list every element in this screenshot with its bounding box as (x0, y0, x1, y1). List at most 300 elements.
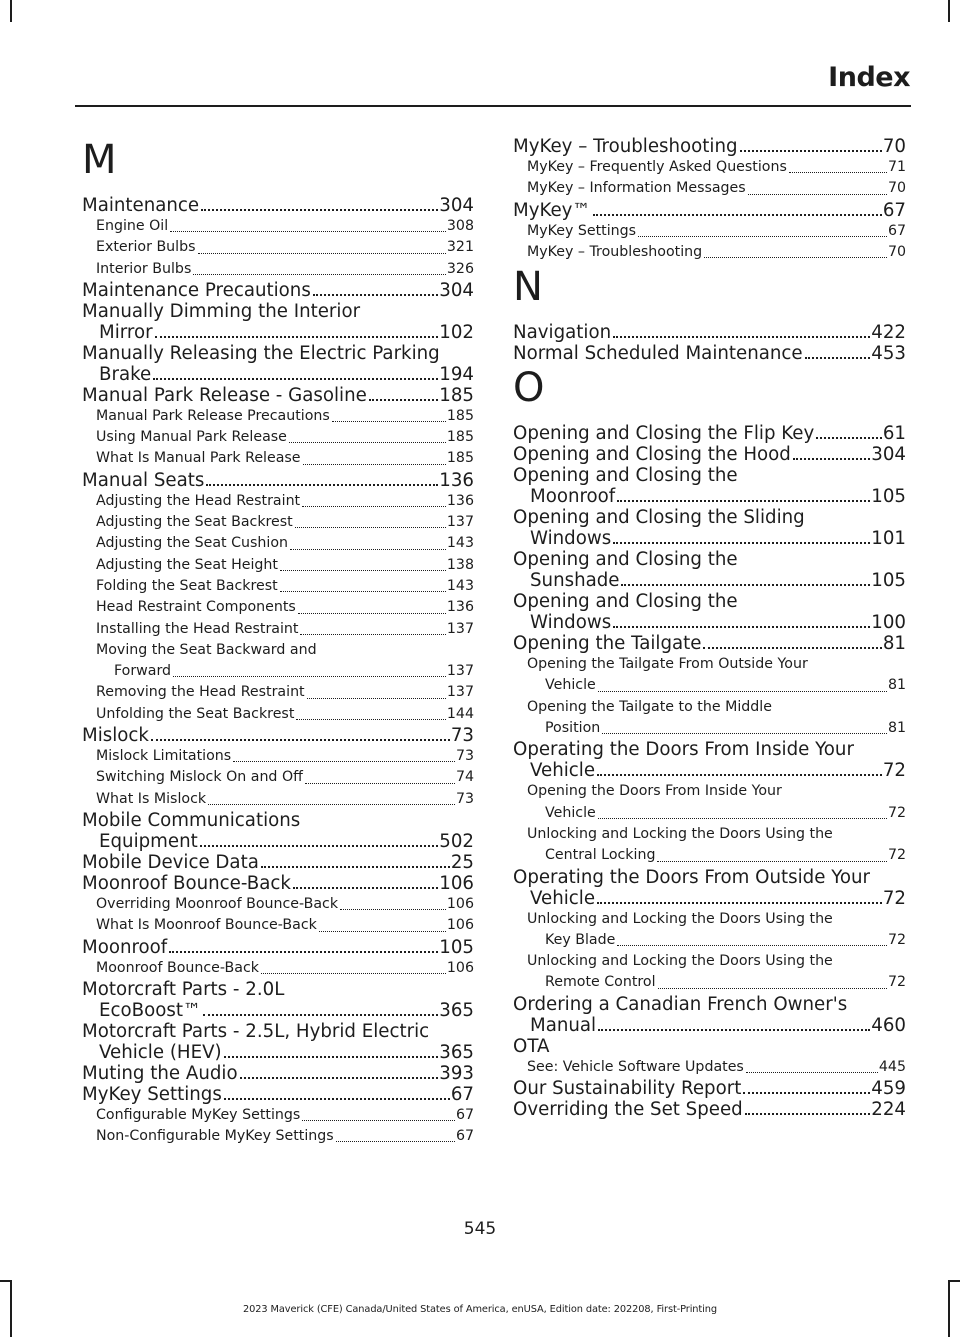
entry-title: Manually Dimming the Interior (82, 300, 361, 322)
dot-leader (597, 902, 882, 904)
index-entry[interactable] (82, 343, 474, 385)
index-subentry[interactable] (513, 157, 906, 178)
dot-leader (302, 1120, 455, 1121)
entry-title: Mobile Device Data (82, 851, 259, 873)
entry-title-cont: Moonroof (530, 486, 616, 508)
dot-leader (704, 257, 887, 258)
entry-title: See: Vehicle Software Updates (527, 1058, 744, 1075)
page-ref[interactable]: 67 (887, 222, 906, 239)
entry-line (82, 280, 474, 301)
index-entry[interactable] (513, 633, 906, 654)
index-entry[interactable] (513, 1036, 906, 1057)
entry-title: Mislock Limitations (96, 748, 232, 765)
entry-title: Maintenance (82, 195, 200, 216)
index-subentry[interactable] (82, 576, 474, 597)
entry-line (513, 221, 906, 242)
page-ref[interactable]: 72 (882, 760, 906, 782)
dot-leader (593, 214, 882, 216)
dot-leader (280, 591, 446, 592)
dot-leader (233, 761, 455, 762)
entry-title: Operating the Doors From Outside Your (513, 866, 871, 888)
entry-title: What Is Mislock (96, 790, 207, 807)
entry-title: Using Manual Park Release (96, 429, 287, 446)
entry-title: Opening and Closing the (513, 465, 738, 487)
dot-leader (621, 584, 870, 586)
page-ref[interactable]: 102 (439, 321, 474, 343)
entry-line (513, 242, 906, 263)
page-title: Index (828, 62, 910, 93)
page-ref[interactable]: 304 (439, 279, 474, 301)
entry-title: Interior Bulbs (96, 260, 192, 277)
dot-leader (280, 570, 446, 571)
entry-title-cont: Vehicle (530, 887, 596, 909)
page-ref[interactable]: 393 (439, 1062, 474, 1084)
index-subentry[interactable] (82, 427, 474, 448)
dot-leader (169, 951, 438, 953)
entry-title: Navigation (513, 322, 612, 344)
page-ref[interactable]: 70 (887, 180, 906, 197)
page-ref[interactable]: 67 (882, 199, 906, 221)
page-ref[interactable]: 74 (455, 769, 474, 786)
index-entry[interactable] (513, 549, 906, 591)
crop-mark (10, 0, 12, 22)
entry-line (513, 1057, 906, 1078)
dot-leader (290, 549, 446, 550)
page-ref[interactable]: 106 (446, 959, 474, 976)
dot-leader (613, 626, 870, 628)
index-entry[interactable] (82, 385, 474, 406)
entry-line (513, 322, 906, 343)
index-subentry[interactable] (513, 221, 906, 242)
page-ref[interactable]: 70 (887, 243, 906, 260)
index-subentry[interactable] (82, 1105, 474, 1126)
dot-leader (789, 172, 887, 173)
page-ref[interactable]: 106 (446, 917, 474, 934)
entry-line (82, 852, 474, 873)
entry-title: Opening the Tailgate to the Middle (527, 698, 772, 715)
entry-title: Moonroof Bounce-Back (96, 959, 259, 976)
entry-title: Mobile Communications (82, 809, 301, 831)
title-divider (75, 105, 911, 107)
index-entry[interactable] (82, 1084, 474, 1105)
index-entry[interactable] (513, 322, 906, 343)
entry-line (513, 845, 906, 866)
index-subentry[interactable] (82, 555, 474, 576)
page-ref[interactable]: 137 (446, 684, 474, 701)
entry-line (82, 322, 474, 343)
dot-leader (638, 236, 887, 237)
page-ref[interactable]: 70 (882, 136, 906, 157)
page-ref[interactable]: 67 (455, 1106, 474, 1123)
entry-line (513, 570, 906, 591)
dot-leader (745, 1113, 871, 1115)
page-ref[interactable]: 185 (446, 407, 474, 424)
page-ref[interactable]: 445 (878, 1058, 906, 1075)
entry-title: OTA (513, 1035, 550, 1057)
entry-title: Manually Releasing the Electric Parking (82, 342, 440, 364)
entry-title: Operating the Doors From Inside Your (513, 739, 854, 761)
entry-title: Unlocking and Locking the Doors Using the (527, 825, 833, 842)
page-ref[interactable]: 106 (439, 872, 474, 894)
entry-line (82, 958, 474, 979)
edition-footer: 2023 Maverick (CFE) Canada/United States of America, enUSA, Edition date: 202208, First-Printing (242, 1304, 718, 1315)
entry-line (82, 597, 474, 618)
section-letter: M (82, 137, 117, 183)
entry-line (513, 343, 906, 364)
entry-line (82, 576, 474, 597)
index-entry[interactable] (82, 937, 474, 958)
page-ref[interactable]: 137 (446, 514, 474, 531)
page-ref[interactable]: 422 (871, 322, 906, 344)
entry-line (513, 760, 906, 781)
dot-leader (805, 357, 871, 359)
page-ref[interactable]: 81 (882, 633, 906, 655)
dot-leader (240, 1077, 439, 1079)
page-ref[interactable]: 185 (446, 429, 474, 446)
dot-leader (298, 613, 446, 614)
entry-line (82, 894, 474, 915)
index-entry[interactable] (513, 200, 906, 221)
entry-line (82, 491, 474, 512)
dot-leader (602, 733, 887, 734)
entry-title: Adjusting the Seat Backrest (96, 514, 293, 531)
dot-leader (295, 527, 446, 528)
page-ref[interactable]: 25 (450, 851, 474, 873)
dot-leader (155, 336, 439, 338)
page-ref[interactable]: 185 (439, 384, 474, 406)
entry-line (82, 704, 474, 725)
entry-line (513, 1099, 906, 1120)
index-subentry[interactable] (513, 909, 906, 952)
entry-title: Muting the Audio (82, 1062, 238, 1084)
crop-mark (948, 1280, 960, 1282)
index-subentry[interactable] (82, 216, 474, 237)
entry-line (513, 444, 906, 465)
index-subentry[interactable] (82, 597, 474, 618)
page-ref[interactable]: 136 (446, 492, 474, 509)
entry-title: Manual Park Release - Gasoline (82, 384, 367, 406)
entry-title: Opening the Doors From Inside Your (527, 783, 782, 800)
page-ref[interactable]: 61 (882, 423, 906, 445)
page-ref[interactable]: 136 (439, 469, 474, 491)
entry-title: Switching Mislock On and Off (96, 769, 303, 786)
entry-line (82, 1084, 474, 1105)
page-ref[interactable]: 459 (871, 1078, 906, 1100)
page-ref[interactable]: 304 (871, 444, 906, 466)
entry-line (82, 448, 474, 469)
entry-line (82, 533, 474, 554)
entry-title: Opening the Tailgate From Outside Your (527, 656, 808, 673)
index-entry[interactable] (82, 873, 474, 894)
page-ref[interactable]: 72 (887, 847, 906, 864)
page-ref[interactable]: 67 (455, 1128, 474, 1145)
index-entry[interactable] (513, 739, 906, 781)
index-entry[interactable] (513, 423, 906, 444)
dot-leader (703, 647, 881, 649)
entry-title: Moonroof (82, 936, 168, 958)
page-ref[interactable]: 138 (446, 556, 474, 573)
page-ref[interactable]: 365 (439, 1041, 474, 1063)
entry-title: Our Sustainability Report (513, 1078, 742, 1100)
entry-line (82, 364, 474, 385)
index-entry[interactable] (82, 852, 474, 873)
entry-title: Overriding Moonroof Bounce-Back (96, 895, 339, 912)
page-ref[interactable]: 106 (446, 895, 474, 912)
entry-line (513, 136, 906, 157)
dot-leader (293, 887, 438, 889)
page-ref[interactable]: 72 (887, 931, 906, 948)
entry-line (82, 682, 474, 703)
entry-title-cont: Windows (530, 612, 612, 634)
page-ref[interactable]: 72 (887, 974, 906, 991)
page-ref[interactable]: 185 (446, 450, 474, 467)
page-ref[interactable]: 81 (887, 677, 906, 694)
page-ref[interactable]: 100 (871, 612, 906, 634)
index-subentry[interactable] (82, 406, 474, 427)
page-ref[interactable]: 101 (871, 528, 906, 550)
dot-leader (332, 421, 446, 422)
entry-title: Non-Configurable MyKey Settings (96, 1128, 334, 1145)
index-subentry[interactable] (82, 1126, 474, 1147)
entry-title: Mislock (82, 725, 149, 747)
index-subentry[interactable] (82, 958, 474, 979)
index-entry[interactable] (513, 507, 906, 549)
index-subentry[interactable] (82, 746, 474, 767)
index-subentry[interactable] (82, 619, 474, 640)
index-entry[interactable] (82, 810, 474, 852)
index-subentry[interactable] (82, 512, 474, 533)
index-subentry[interactable] (513, 697, 906, 740)
entry-line (82, 831, 474, 852)
entry-title-cont: Remote Control (545, 974, 656, 991)
entry-line (82, 406, 474, 427)
index-subentry[interactable] (513, 178, 906, 199)
entry-title: MyKey Settings (82, 1083, 222, 1105)
dot-leader (743, 1092, 870, 1094)
dot-leader (319, 931, 446, 932)
page-ref[interactable]: 73 (450, 725, 474, 747)
dot-leader (613, 542, 870, 544)
entry-title-cont: Equipment (99, 830, 198, 852)
dot-leader (261, 973, 446, 974)
section-letter: O (513, 365, 545, 412)
index-subentry[interactable] (513, 951, 906, 994)
dot-leader (170, 231, 446, 232)
index-subentry[interactable] (82, 259, 474, 280)
entry-line (82, 470, 474, 491)
dot-leader (369, 399, 438, 401)
entry-title: MyKey – Information Messages (527, 180, 746, 197)
index-entry[interactable] (513, 591, 906, 633)
entry-title-cont: Manual (530, 1014, 597, 1036)
page-ref[interactable]: 81 (887, 720, 906, 737)
dot-leader (746, 1072, 878, 1073)
index-entry[interactable] (82, 979, 474, 1021)
page-ref[interactable]: 67 (450, 1083, 474, 1105)
dot-leader (289, 442, 446, 443)
index-entry[interactable] (513, 994, 906, 1036)
entry-title: Head Restraint Components (96, 599, 296, 616)
index-subentry[interactable] (82, 448, 474, 469)
entry-title: MyKey Settings (527, 222, 637, 239)
dot-leader (198, 253, 446, 254)
crop-mark (948, 0, 950, 22)
dot-leader (657, 861, 886, 862)
dot-leader (151, 739, 450, 741)
entry-title: Opening the Tailgate (513, 633, 702, 655)
index-entry[interactable] (513, 867, 906, 909)
entry-line (82, 512, 474, 533)
entry-line (82, 427, 474, 448)
dot-leader (224, 1056, 439, 1058)
entry-title-cont: Sunshade (530, 570, 620, 592)
page-ref[interactable]: 143 (446, 577, 474, 594)
index-entry[interactable] (82, 1063, 474, 1084)
index-entry[interactable] (82, 301, 474, 343)
dot-leader (598, 818, 887, 819)
page-ref[interactable]: 105 (871, 486, 906, 508)
dot-leader (173, 676, 446, 677)
dot-leader (617, 945, 887, 946)
page-number: 545 (463, 1219, 497, 1239)
page-ref[interactable]: 502 (439, 830, 474, 852)
index-subentry[interactable] (513, 1057, 906, 1078)
entry-title: What Is Moonroof Bounce-Back (96, 917, 317, 934)
entry-line (82, 746, 474, 767)
page-ref[interactable]: 304 (439, 195, 474, 216)
page-ref[interactable]: 326 (446, 260, 474, 277)
index-subentry[interactable] (82, 533, 474, 554)
entry-title: Overriding the Set Speed (513, 1099, 743, 1121)
entry-title-cont: Central Locking (545, 847, 656, 864)
entry-line (82, 195, 474, 216)
index-subentry[interactable] (82, 640, 474, 683)
index-subentry[interactable] (82, 894, 474, 915)
index-entry[interactable] (513, 1078, 906, 1099)
index-entry[interactable] (82, 1021, 474, 1063)
entry-line (513, 1015, 906, 1036)
entry-title: Unlocking and Locking the Doors Using the (527, 953, 833, 970)
entry-line (82, 619, 474, 640)
index-subentry[interactable] (82, 491, 474, 512)
index-subentry[interactable] (82, 237, 474, 258)
entry-title: Manual Park Release Precautions (96, 407, 330, 424)
entry-title: Motorcraft Parts - 2.0L (82, 978, 285, 1000)
dot-leader (613, 336, 870, 338)
dot-leader (307, 698, 446, 699)
entry-title: Adjusting the Seat Cushion (96, 535, 288, 552)
page-ref[interactable]: 105 (439, 936, 474, 958)
entry-title: Installing the Head Restraint (96, 620, 299, 637)
page-ref[interactable]: 72 (882, 887, 906, 909)
dot-leader (816, 437, 882, 439)
index-subentry[interactable] (82, 789, 474, 810)
index-subentry[interactable] (513, 242, 906, 263)
entry-line (513, 930, 906, 951)
page-ref[interactable]: 136 (446, 599, 474, 616)
page-ref[interactable]: 194 (439, 363, 474, 385)
entry-line (82, 915, 474, 936)
page-ref[interactable]: 460 (871, 1014, 906, 1036)
page-ref[interactable]: 365 (439, 999, 474, 1021)
entry-line (82, 789, 474, 810)
dot-leader (224, 1098, 450, 1100)
index-entry[interactable] (82, 725, 474, 746)
entry-title-cont: Vehicle (545, 804, 596, 821)
entry-line (513, 178, 906, 199)
entry-line (82, 385, 474, 406)
dot-leader (300, 634, 445, 635)
index-subentry[interactable] (513, 824, 906, 867)
index-entry[interactable] (513, 465, 906, 507)
index-subentry[interactable] (513, 781, 906, 824)
page-ref[interactable]: 73 (455, 790, 474, 807)
dot-leader (617, 500, 870, 502)
index-entry[interactable] (82, 195, 474, 216)
entry-title: What Is Manual Park Release (96, 450, 301, 467)
page-ref[interactable]: 72 (887, 804, 906, 821)
dot-leader (203, 1014, 438, 1016)
index-subentry[interactable] (82, 682, 474, 703)
page-ref[interactable]: 321 (446, 239, 474, 256)
index-entry[interactable] (82, 470, 474, 491)
page-ref[interactable]: 143 (446, 535, 474, 552)
entry-line (513, 888, 906, 909)
page-ref[interactable]: 144 (446, 705, 474, 722)
dot-leader (793, 458, 870, 460)
entry-line (513, 612, 906, 633)
index-entry[interactable] (513, 343, 906, 364)
index-subentry[interactable] (82, 915, 474, 936)
index-entry[interactable] (82, 280, 474, 301)
page-ref[interactable]: 453 (871, 343, 906, 365)
dot-leader (153, 378, 438, 380)
entry-title: Unlocking and Locking the Doors Using the (527, 910, 833, 927)
dot-leader (208, 804, 455, 805)
entry-line (82, 767, 474, 788)
entry-title: Opening and Closing the Sliding (513, 507, 805, 529)
dot-leader (598, 1029, 870, 1031)
dot-leader (340, 909, 446, 910)
page-ref[interactable]: 224 (871, 1099, 906, 1121)
dot-leader (658, 988, 887, 989)
index-subentry[interactable] (82, 704, 474, 725)
entry-line (82, 1000, 474, 1021)
entry-title-cont: Vehicle (HEV) (99, 1041, 222, 1063)
index-entry[interactable] (513, 136, 906, 157)
index-entry[interactable] (513, 444, 906, 465)
dot-leader (313, 294, 438, 296)
entry-title-cont: Position (545, 720, 601, 737)
entry-title: Engine Oil (96, 218, 169, 234)
page-ref[interactable]: 137 (446, 620, 474, 637)
page-ref[interactable]: 137 (446, 663, 474, 680)
dot-leader (748, 194, 887, 195)
index-subentry[interactable] (513, 654, 906, 697)
page-ref[interactable]: 73 (455, 748, 474, 765)
page-ref[interactable]: 105 (871, 570, 906, 592)
index-entry[interactable] (513, 1099, 906, 1120)
page-ref[interactable]: 71 (887, 159, 906, 175)
page-ref[interactable]: 308 (446, 218, 474, 234)
index-subentry[interactable] (82, 767, 474, 788)
entry-line (82, 725, 474, 746)
dot-leader (740, 150, 882, 152)
entry-title-cont: Mirror (99, 321, 153, 343)
crop-mark (0, 1280, 12, 1282)
entry-title-cont: Forward (114, 663, 172, 680)
entry-title: Adjusting the Seat Height (96, 556, 278, 573)
